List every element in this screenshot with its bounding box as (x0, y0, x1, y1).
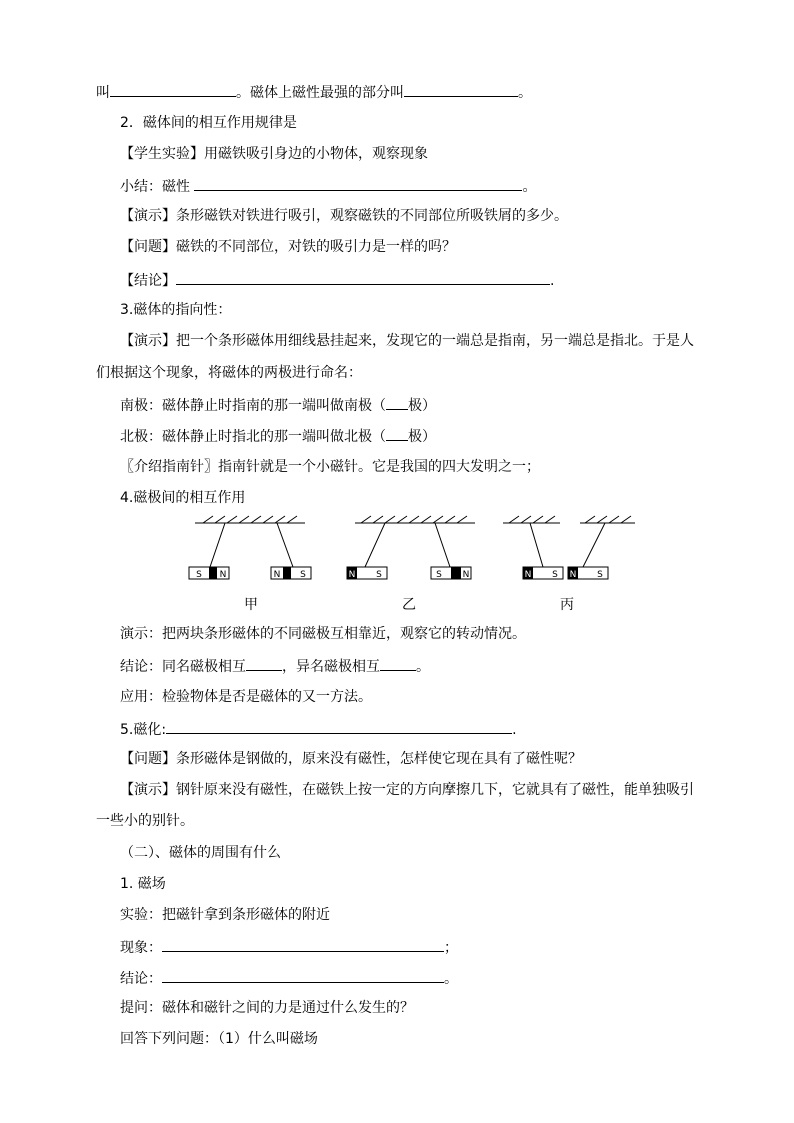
text-line: 4.磁极间的相互作用 (120, 490, 246, 506)
pole-label: N (569, 570, 577, 580)
blank (110, 82, 236, 97)
text-line: 一些小的别针。 (96, 813, 194, 829)
blank (380, 656, 416, 671)
pole-label: S (300, 570, 306, 580)
blank (162, 937, 444, 952)
blank (404, 82, 518, 97)
figure-a (189, 516, 311, 579)
pole-label: S (376, 570, 382, 580)
text-line: 们根据这个现象，将磁体的两极进行命名： (96, 365, 362, 381)
text-line: 提问：磁体和磁针之间的力是通过什么发生的？ (120, 1000, 414, 1016)
text-line: 【结论】 . (120, 270, 554, 290)
text-line: 【问题】磁铁的不同部位，对铁的吸引力是一样的吗？ (120, 239, 456, 255)
figure-caption: 乙 (402, 597, 416, 613)
text-line: 1. 磁场 (120, 876, 166, 892)
text-line: 演示：把两块条形磁体的不同磁极互相靠近，观察它的转动情况。 (120, 626, 526, 642)
text-line: 应用：检验物体是否是磁体的又一方法。 (120, 689, 372, 705)
text-line: 叫 。磁体上磁性最强的部分叫 。 (96, 82, 532, 102)
figure-caption: 丙 (560, 597, 574, 613)
text-line: 【演示】把一个条形磁体用细线悬挂起来，发现它的一端总是指南，另一端总是指北。于是人 (120, 333, 694, 349)
text-line: 〖介绍指南针〗指南针就是一个小磁针。它是我国的四大发明之一； (120, 459, 540, 475)
pole-label: S (436, 570, 442, 580)
figure-caption: 甲 (244, 597, 258, 613)
pole-label: S (597, 570, 603, 580)
blank (386, 395, 408, 410)
text-line: 结论： 。 (120, 968, 458, 988)
text-line: 【演示】条形磁铁对铁进行吸引，观察磁铁的不同部位所吸铁屑的多少。 (120, 208, 568, 224)
text-line: 南极：磁体静止时指南的那一端叫做南极（ 极） (120, 395, 436, 415)
text-line: 回答下列问题：（1）什么叫磁场 (120, 1031, 318, 1047)
text-line: 3.磁体的指向性： (120, 302, 232, 318)
pole-shade (209, 567, 217, 579)
pole-label: N (462, 570, 470, 580)
blank (246, 656, 282, 671)
pole-shade (451, 567, 461, 579)
text-line: 5.磁化: . (120, 719, 517, 739)
text-line: 实验：把磁针拿到条形磁体的附近 (120, 907, 330, 923)
pole-shade (283, 567, 291, 579)
text-line: 小结：磁性 。 (120, 176, 536, 196)
pole-label: N (219, 570, 227, 580)
text-line: 【学生实验】用磁铁吸引身边的小物体，观察现象 (120, 146, 428, 162)
blank (162, 968, 444, 983)
text-line: （二）、磁体的周围有什么 (120, 845, 281, 861)
pole-label: S (196, 570, 202, 580)
pole-label: N (524, 570, 532, 580)
text-line: 2．磁体间的相互作用规律是 (120, 115, 297, 131)
text-line: 现象： ； (120, 937, 458, 957)
pole-label: S (552, 570, 558, 580)
blank (386, 426, 408, 441)
text-line: 北极：磁体静止时指北的那一端叫做北极（ 极） (120, 426, 436, 446)
blank (194, 176, 522, 191)
text-line: 【演示】钢针原来没有磁性，在磁铁上按一定的方向摩擦几下，它就具有了磁性，能单独吸引 (120, 782, 694, 798)
pole-label: N (273, 570, 281, 580)
blank (176, 270, 550, 285)
blank (166, 719, 512, 734)
pole-label: N (348, 570, 356, 580)
text-line: 结论：同名磁极相互 ，异名磁极相互 。 (120, 656, 430, 676)
text-line: 【问题】条形磁体是钢做的，原来没有磁性，怎样使它现在具有了磁性呢？ (120, 751, 582, 767)
